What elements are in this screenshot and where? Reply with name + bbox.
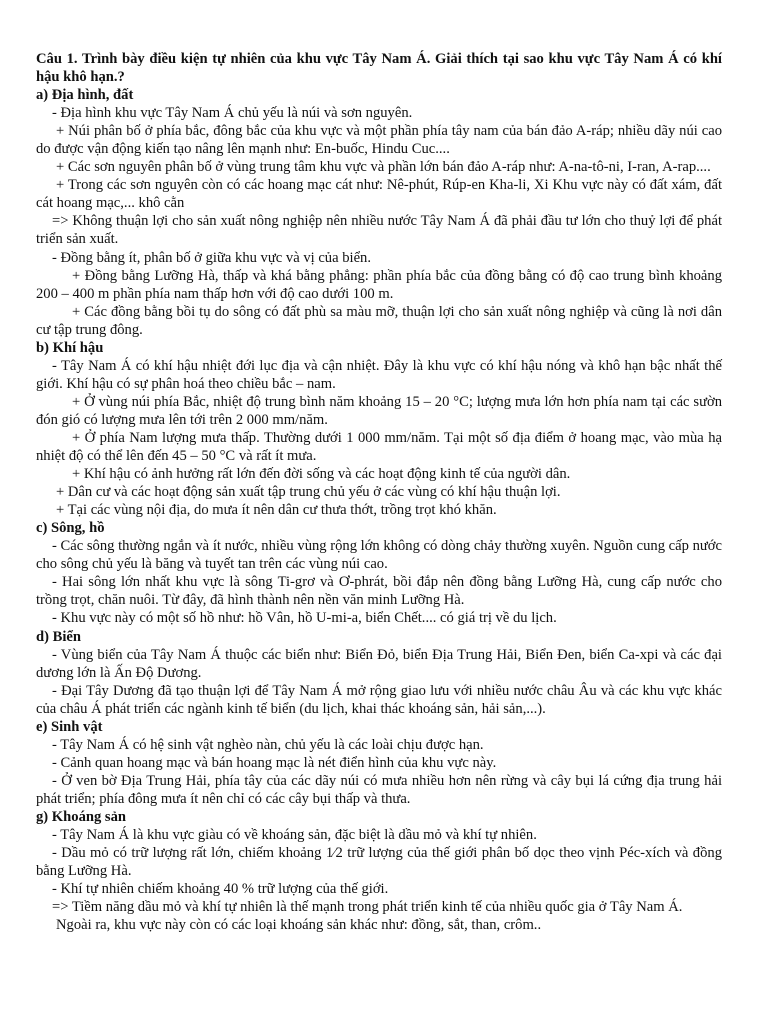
paragraph: + Dân cư và các hoạt động sản xuất tập trung chủ yếu ở các vùng có khí hậu thuận lợi. [56,484,561,501]
paragraph: Ngoài ra, khu vực này còn có các loại khoáng sản khác như: đồng, sắt, than, crôm.. [56,917,542,934]
paragraph: + Núi phân bố ở phía bắc, đông bắc của khu vực và một phần phía tây nam của bán đảo A-ráp; nhiều dãy núi cao do được vận động kiến tạo nâng lên mạnh như: En-buốc, Hindu Cuc.... [36,123,722,158]
paragraph: - Cảnh quan hoang mạc và bán hoang mạc là nét điển hình của khu vực này. [52,754,497,771]
section-heading: d) Biển [36,628,82,645]
paragraph: - Tây Nam Á có hệ sinh vật nghèo nàn, chủ yếu là các loài chịu được hạn. [52,736,484,753]
section-heading: e) Sinh vật [36,718,103,735]
paragraph: - Khu vực này có một số hồ như: hồ Vân, hồ U-mi-a, biển Chết.... có giá trị về du lịch. [52,610,557,627]
paragraph: - Đồng bằng ít, phân bố ở giữa khu vực và vị của biển. [52,249,371,266]
paragraph: - Vùng biển của Tây Nam Á thuộc các biển như: Biển Đỏ, biển Địa Trung Hải, Biển Đen, biển Ca-xpi và các đại dương lớn là Ấn Độ Dương. [36,646,722,681]
paragraph: - Ở ven bờ Địa Trung Hải, phía tây của các dãy núi có mưa nhiều hơn nên rừng và cây bụi lá cứng địa trung hải phát triển; phía đông mưa ít nên chỉ có các cây bụi thấp và thưa. [36,772,722,807]
paragraph: - Tây Nam Á có khí hậu nhiệt đới lục địa và cận nhiệt. Đây là khu vực có khí hậu nóng và khô hạn bậc nhất thế giới. Khí hậu có sự phân hoá theo chiều bắc – nam. [36,357,722,392]
paragraph: + Trong các sơn nguyên còn có các hoang mạc cát như: Nê-phút, Rúp-en Kha-li, Xi Khu vực này có đất xám, đất cát hoang mạc,... khô cằn [36,177,722,212]
paragraph: - Địa hình khu vực Tây Nam Á chủ yếu là núi và sơn nguyên. [52,105,413,122]
paragraph: + Tại các vùng nội địa, do mưa ít nên dân cư thưa thớt, trồng trọt khó khăn. [56,502,497,519]
paragraph: - Dầu mỏ có trữ lượng rất lớn, chiếm khoảng 1⁄2 trữ lượng của thế giới phân bố dọc theo vịnh Péc-xích và đồng bằng Lưỡng Hà. [36,845,722,880]
paragraph: - Khí tự nhiên chiếm khoảng 40 % trữ lượng của thế giới. [52,881,389,898]
section-heading: c) Sông, hồ [36,520,105,537]
paragraph: + Đồng bằng Lưỡng Hà, thấp và khá bằng phẳng: phần phía bắc của đồng bằng có độ cao trung bình khoảng 200 – 400 m phần phía nam thấp hơn với độ cao dưới 100 m. [36,267,722,302]
paragraph: + Các sơn nguyên phân bố ở vùng trung tâm khu vực và phần lớn bán đảo A-ráp như: A-na-tô-ni, I-ran, A-rap.... [56,159,711,176]
paragraph: + Ở phía Nam lượng mưa thấp. Thường dưới 1 000 mm/năm. Tại một số địa điểm ở hoang mạc, vào mùa hạ nhiệt độ có thể lên đến 45 – 50 °C và rất ít mưa. [36,429,722,465]
section-heading: a) Địa hình, đất [36,87,134,104]
paragraph: + Các đồng bằng bồi tụ do sông có đất phù sa màu mỡ, thuận lợi cho sản xuất nông nghiệp và cũng là nơi dân cư tập trung đông. [36,303,722,338]
section-heading: g) Khoáng sản [36,808,127,825]
paragraph: - Hai sông lớn nhất khu vực là sông Ti-grơ và Ơ-phrát, bồi đắp nên đồng bằng Lưỡng Hà, cung cấp nước cho trồng trọt, chăn nuôi. Từ đây, đã hình thành nên nền văn minh Lưỡng Hà. [36,574,722,609]
question-title: Câu 1. Trình bày điều kiện tự nhiên của khu vực Tây Nam Á. Giải thích tại sao khu vực Tây Nam Á có khí hậu khô hạn.? [36,51,722,86]
paragraph: - Đại Tây Dương đã tạo thuận lợi để Tây Nam Á mở rộng giao lưu với nhiều nước châu Âu và các khu vực khác của châu Á phát triển các ngành kinh tế biển (du lịch, khai thác khoáng sản, hải sản,...). [36,682,722,717]
paragraph: => Tiềm năng dầu mỏ và khí tự nhiên là thế mạnh trong phát triển kinh tế của nhiều quốc gia ở Tây Nam Á. [52,899,683,916]
paragraph: - Tây Nam Á là khu vực giàu có về khoáng sản, đặc biệt là dầu mỏ và khí tự nhiên. [52,827,537,844]
paragraph: + Ở vùng núi phía Bắc, nhiệt độ trung bình năm khoảng 15 – 20 °C; lượng mưa lớn hơn phía nam tại các sườn đón gió có lượng mưa lên tới trên 2 000 mm/năm. [36,393,722,428]
document-body [36,86,722,934]
paragraph: + Khí hậu có ảnh hưởng rất lớn đến đời sống và các hoạt động kinh tế của người dân. [72,466,571,483]
section-heading: b) Khí hậu [36,339,104,356]
paragraph: => Không thuận lợi cho sản xuất nông nghiệp nên nhiều nước Tây Nam Á đã phải đầu tư lớn cho thuỷ lợi để phát triển sản xuất. [36,213,722,248]
paragraph: - Các sông thường ngắn và ít nước, nhiều vùng rộng lớn không có dòng chảy thường xuyên. Nguồn cung cấp nước cho sông chủ yếu là băng và tuyết tan trên các vùng núi cao. [36,538,722,573]
